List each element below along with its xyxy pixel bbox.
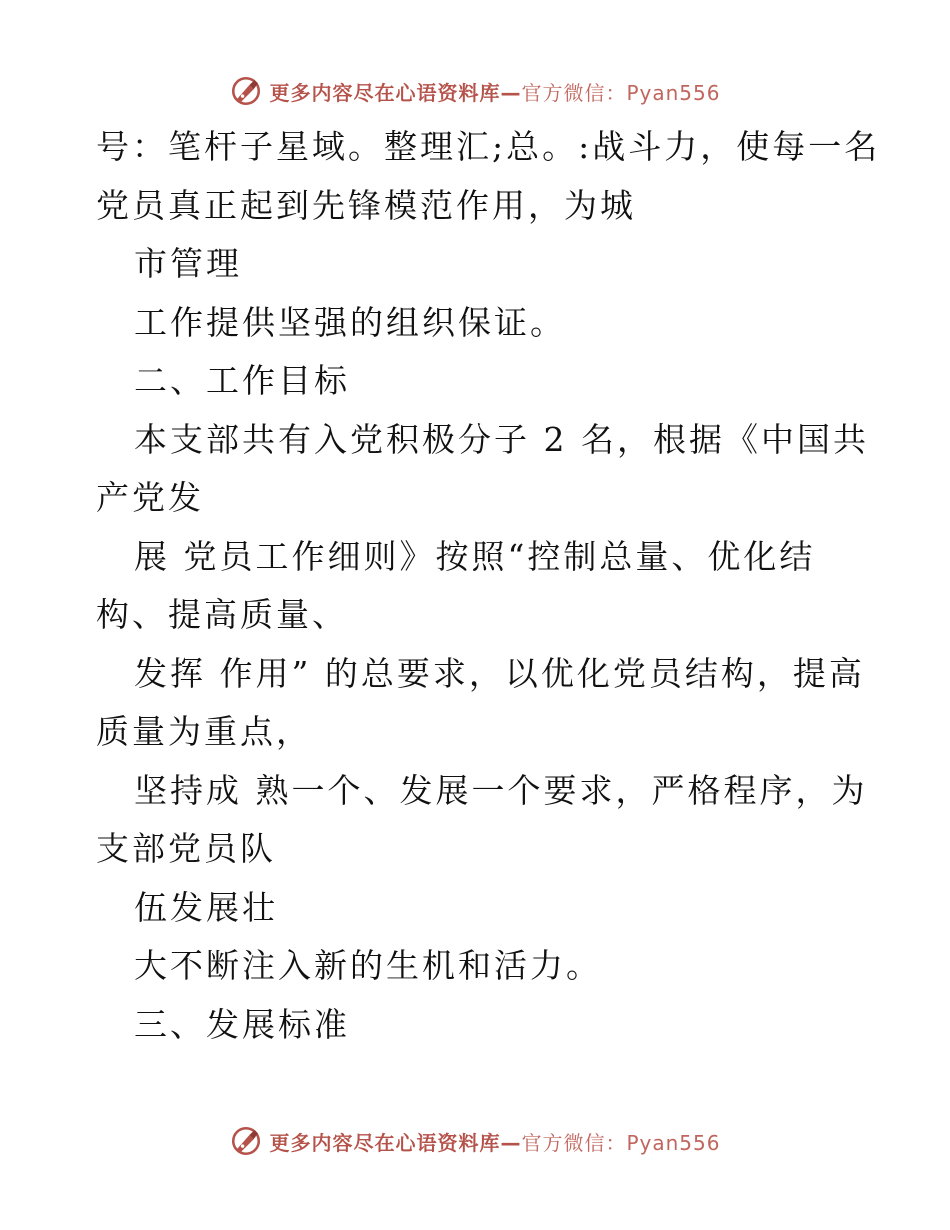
header-banner-separator: — (500, 80, 522, 105)
text-line: 构、提高质量、 (96, 595, 348, 634)
footer-watermark-banner (0, 1122, 950, 1160)
text-line: 市管理 (134, 244, 242, 283)
text-line: 坚持成 熟一个、发展一个要求，严格程序，为 (134, 770, 868, 810)
text-line: 工作提供坚强的组织保证。 (134, 302, 566, 342)
text-line: 发挥 作用” 的总要求，以优化党员结构，提高 (134, 653, 865, 693)
document-body (96, 118, 881, 1054)
header-banner-text (269, 77, 720, 106)
footer-banner-wechat: 官方微信：Pyan556 (521, 1130, 721, 1155)
text-line: 伍发展壮 (134, 887, 278, 927)
pen-nib-logo-icon (229, 1124, 263, 1158)
text-line: 号：笔杆子星域。整理汇;总。:战斗力，使每一名 (96, 127, 881, 166)
header-banner-wechat: 官方微信：Pyan556 (521, 80, 721, 105)
section-heading: 三、发展标准 (134, 1004, 350, 1044)
text-line: 质量为重点， (96, 712, 312, 751)
text-line: 产党发 (96, 478, 204, 517)
footer-banner-text (269, 1127, 720, 1156)
text-line: 支部党员队 (96, 829, 276, 868)
footer-banner-separator: — (500, 1130, 522, 1155)
text-line: 本支部共有入党积极分子 2 名，根据《中国共 (134, 419, 869, 459)
text-line: 党员真正起到先锋模范作用，为城 (96, 185, 636, 225)
section-heading: 二、工作目标 (134, 361, 350, 400)
header-watermark-banner (0, 72, 950, 110)
header-banner-main: 更多内容尽在心语资料库 (269, 80, 501, 105)
text-line: 展 党员工作细则》按照“控制总量、优化结 (134, 536, 816, 576)
text-line: 大不断注入新的生机和活力。 (134, 946, 602, 985)
footer-banner-main: 更多内容尽在心语资料库 (269, 1130, 501, 1155)
pen-nib-logo-icon (229, 74, 263, 108)
